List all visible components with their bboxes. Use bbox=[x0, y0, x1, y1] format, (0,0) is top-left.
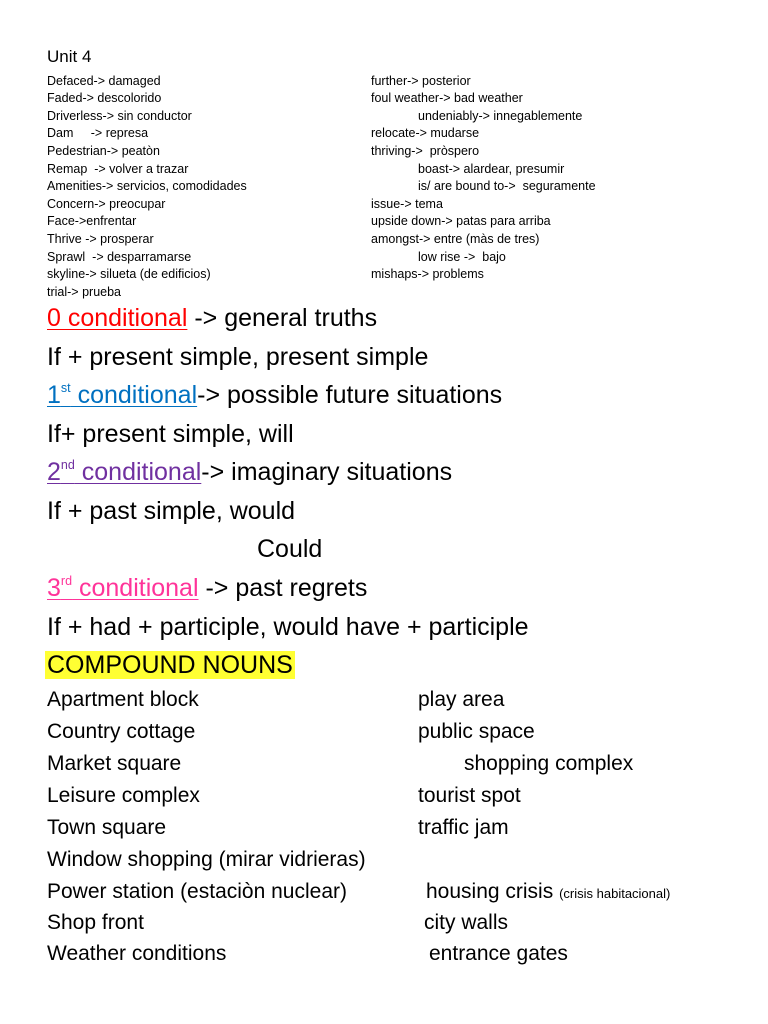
vocab-item: is/ are bound to-> seguramente bbox=[418, 179, 596, 193]
compound-noun: tourist spot bbox=[418, 784, 521, 807]
second-conditional-rule: If + past simple, would bbox=[47, 497, 296, 525]
compound-noun: city walls bbox=[424, 911, 509, 934]
second-conditional-meaning: -> imaginary situations bbox=[201, 458, 453, 486]
zero-conditional-meaning: -> general truths bbox=[187, 304, 378, 332]
vocab-item: Remap -> volver a trazar bbox=[47, 162, 189, 176]
compound-noun: Apartment block bbox=[47, 688, 199, 711]
compound-noun: play area bbox=[418, 688, 505, 711]
vocab-item: Dam -> represa bbox=[47, 126, 149, 140]
vocab-item: Pedestrian-> peatòn bbox=[47, 144, 160, 158]
vocab-item: issue-> tema bbox=[371, 197, 443, 211]
compound-noun: Shop front bbox=[47, 911, 144, 934]
vocab-item: upside down-> patas para arriba bbox=[371, 214, 551, 228]
vocab-item: Sprawl -> desparramarse bbox=[47, 250, 192, 264]
third-conditional-heading bbox=[47, 574, 367, 603]
compound-noun: shopping complex bbox=[464, 752, 634, 775]
vocab-item: Faded-> descolorido bbox=[47, 91, 162, 105]
vocab-item: Concern-> preocupar bbox=[47, 197, 166, 211]
compound-noun: Market square bbox=[47, 752, 182, 775]
compound-noun: housing crisis (crisis habitacional) bbox=[426, 880, 671, 903]
first-conditional-meaning: -> possible future situations bbox=[197, 381, 503, 409]
first-conditional-heading bbox=[47, 381, 502, 410]
third-conditional-label: 3rd conditional bbox=[47, 573, 199, 602]
compound-noun: public space bbox=[418, 720, 535, 743]
vocab-item: further-> posterior bbox=[371, 74, 471, 88]
compound-noun: traffic jam bbox=[418, 816, 509, 839]
vocab-item: Thrive -> prosperar bbox=[47, 232, 154, 246]
vocab-item: thriving-> pròspero bbox=[371, 144, 480, 158]
compound-noun: Country cottage bbox=[47, 720, 196, 743]
vocab-item: Defaced-> damaged bbox=[47, 74, 161, 88]
vocab-item: Driverless-> sin conductor bbox=[47, 109, 192, 123]
vocab-item: relocate-> mudarse bbox=[371, 126, 480, 140]
zero-conditional-heading bbox=[47, 304, 377, 333]
compound-noun: Leisure complex bbox=[47, 784, 200, 807]
compound-nouns-heading: COMPOUND NOUNS bbox=[47, 651, 293, 679]
compound-noun: Weather conditions bbox=[47, 942, 227, 965]
third-conditional-rule: If + had + participle, would have + participle bbox=[47, 613, 529, 641]
vocab-item: trial-> prueba bbox=[47, 285, 121, 299]
vocab-item: undeniably-> innegablemente bbox=[418, 109, 583, 123]
compound-noun: Power station (estaciòn nuclear) bbox=[47, 880, 347, 903]
vocab-item: low rise -> bajo bbox=[418, 250, 506, 264]
zero-conditional-label: 0 conditional bbox=[47, 304, 188, 332]
first-conditional-rule: If+ present simple, will bbox=[47, 420, 294, 448]
zero-conditional-rule: If + present simple, present simple bbox=[47, 343, 429, 371]
second-conditional-label: 2nd conditional bbox=[47, 457, 202, 486]
vocab-item: Face->enfrentar bbox=[47, 214, 137, 228]
second-conditional-heading bbox=[47, 458, 452, 487]
compound-noun: Window shopping (mirar vidrieras) bbox=[47, 848, 366, 871]
vocab-item: mishaps-> problems bbox=[371, 267, 484, 281]
page-title: Unit 4 bbox=[47, 47, 92, 66]
first-conditional-label: 1st conditional bbox=[47, 380, 198, 409]
compound-noun: Town square bbox=[47, 816, 167, 839]
vocab-item: skyline-> silueta (de edificios) bbox=[47, 267, 211, 281]
housing-crisis-note: (crisis habitacional) bbox=[559, 886, 671, 901]
third-conditional-meaning: -> past regrets bbox=[198, 574, 368, 602]
vocab-item: boast-> alardear, presumir bbox=[418, 162, 565, 176]
compound-noun: entrance gates bbox=[429, 942, 568, 965]
vocab-item: Amenities-> servicios, comodidades bbox=[47, 179, 247, 193]
second-conditional-rule-alt: Could bbox=[257, 535, 323, 563]
vocab-item: foul weather-> bad weather bbox=[371, 91, 523, 105]
vocab-item: amongst-> entre (màs de tres) bbox=[371, 232, 540, 246]
